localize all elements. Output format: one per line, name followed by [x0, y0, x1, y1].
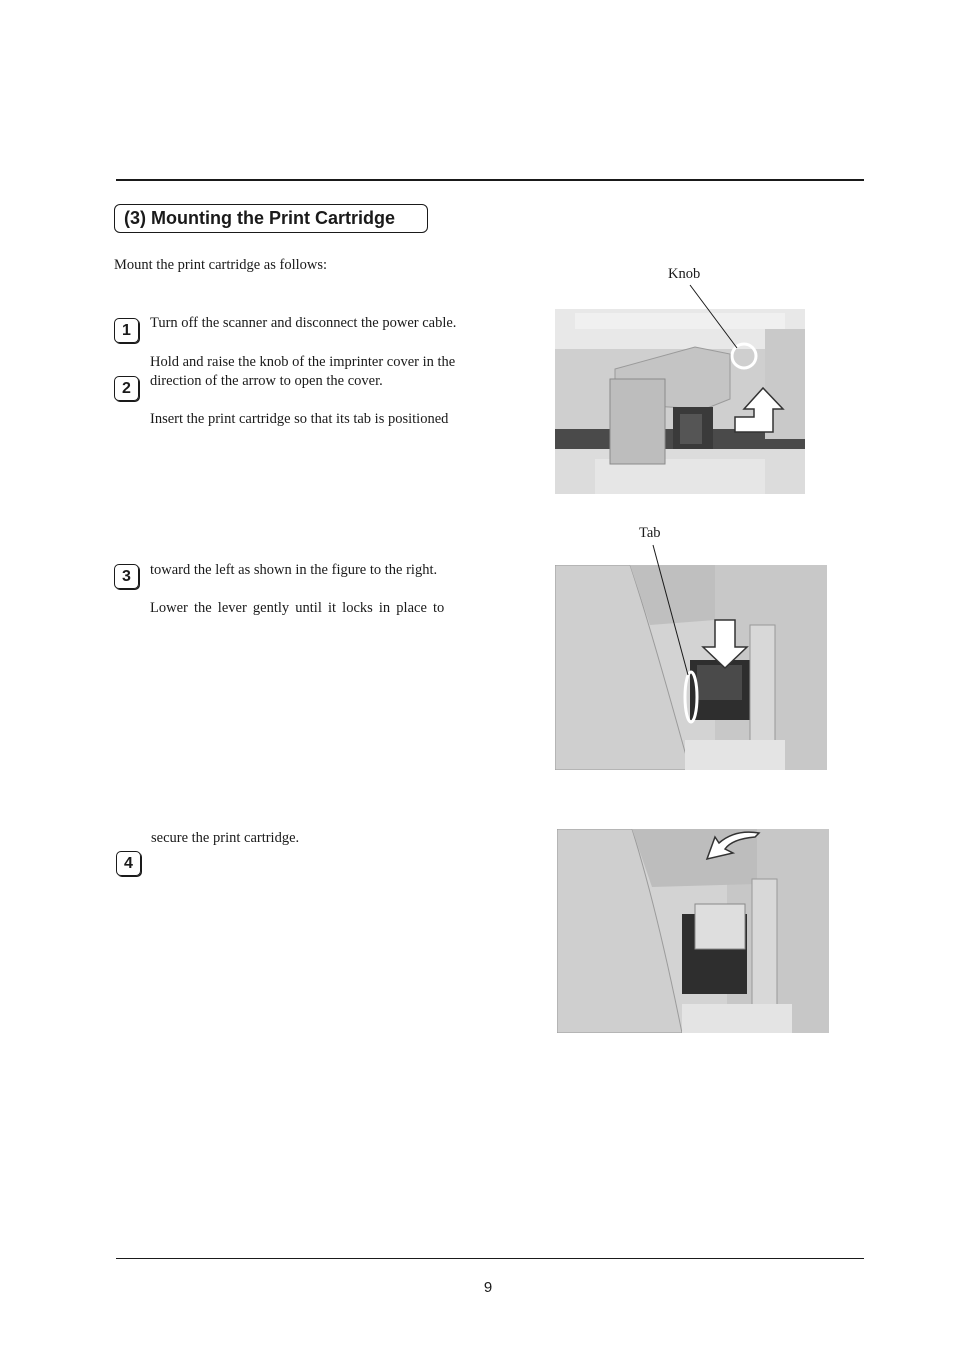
step-3-text-line-1: Insert the print cartridge so that its tab is positioned	[150, 411, 449, 427]
step-1-text: Turn off the scanner and disconnect the power cable.	[150, 315, 457, 331]
lever-lock-photo	[557, 829, 829, 1033]
scanner-cover-photo	[555, 309, 805, 494]
page-number: 9	[483, 1279, 493, 1296]
step-2-text-line-1: Hold and raise the knob of the imprinter cover in the	[150, 354, 456, 370]
section-title: (3) Mounting the Print Cartridge	[124, 208, 395, 228]
step-3-text-line-2: toward the left as shown in the figure to the right.	[150, 562, 438, 578]
section-heading	[114, 204, 428, 233]
top-rule	[116, 179, 864, 181]
intro-text: Mount the print cartridge as follows:	[114, 257, 328, 273]
step-2-badge: 2	[114, 376, 139, 401]
step-2-text-line-2: direction of the arrow to open the cover.	[150, 373, 383, 389]
step-3-badge: 3	[114, 564, 139, 589]
step-1-badge: 1	[114, 318, 139, 343]
step-4-text-line-1: Lower the lever gently until it locks in place to	[150, 600, 445, 616]
step-4-badge: 4	[116, 851, 141, 876]
knob-label: Knob	[668, 266, 701, 282]
cartridge-insert-photo	[555, 565, 827, 770]
bottom-rule	[116, 1258, 864, 1259]
step-4-text-line-2: secure the print cartridge.	[151, 830, 300, 846]
tab-label: Tab	[639, 525, 661, 541]
